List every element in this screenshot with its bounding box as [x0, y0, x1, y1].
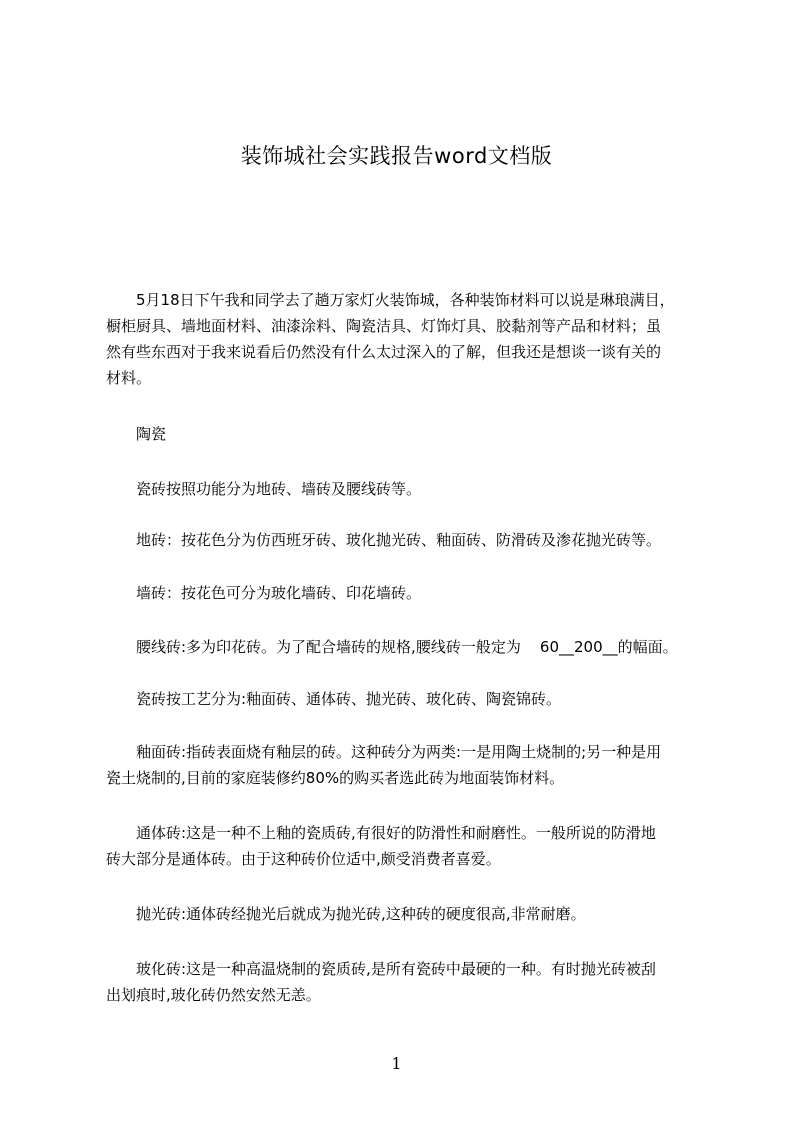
- paragraph-vitrified-tile: [106, 956, 696, 1008]
- paragraph-line: 出划痕时,玻化砖仍然安然无恙。: [106, 986, 321, 1004]
- paragraph-floor-tile: 地砖：按花色分为仿西班牙砖、玻化抛光砖、釉面砖、防滑砖及渗花抛光砖等。: [136, 531, 662, 549]
- paragraph-line: 玻化砖:这是一种高温烧制的瓷质砖,是所有瓷砖中最硬的一种。有时抛光砖被刮: [136, 960, 656, 978]
- document-title: 装饰城社会实践报告word文档版: [240, 144, 553, 168]
- intro-line: 5月18日下午我和同学去了趟万家灯火装饰城，各种装饰材料可以说是琳琅满目，: [136, 291, 675, 309]
- paragraph-function: 瓷砖按照功能分为地砖、墙砖及腰线砖等。: [136, 480, 422, 498]
- paragraph-waist-tile: 腰线砖:多为印花砖。为了配合墙砖的规格,腰线砖一般定为 60__200__的幅面。: [136, 638, 678, 656]
- section-heading: 陶瓷: [136, 425, 167, 443]
- paragraph-fullbody-tile: [106, 820, 696, 872]
- paragraph-polished-tile: 抛光砖:通体砖经抛光后就成为抛光砖,这种砖的硬度很高,非常耐磨。: [136, 905, 586, 923]
- paragraph-line: 砖大部分是通体砖。由于这种砖价位适中,颇受消费者喜爱。: [106, 850, 501, 868]
- page-number: 1: [391, 1054, 402, 1073]
- paragraph-glazed-tile: [106, 739, 696, 791]
- paragraph-wall-tile: 墙砖：按花色可分为玻化墙砖、印花墙砖。: [136, 584, 422, 602]
- paragraph-line: 瓷土烧制的,目前的家庭装修约80%的购买者选此砖为地面装饰材料。: [106, 769, 565, 787]
- intro-line: 然有些东西对于我来说看后仍然没有什么太过深入的了解，但我还是想谈一谈有关的: [106, 343, 662, 361]
- intro-line: 材料。: [106, 369, 152, 387]
- paragraph-line: 通体砖:这是一种不上釉的瓷质砖,有很好的防滑性和耐磨性。一般所说的防滑地: [136, 824, 656, 842]
- intro-line: 橱柜厨具、墙地面材料、油漆涂料、陶瓷洁具、灯饰灯具、胶黏剂等产品和材料；虽: [106, 317, 662, 335]
- intro-paragraph: [106, 287, 696, 391]
- paragraph-line: 釉面砖:指砖表面烧有釉层的砖。这种砖分为两类:一是用陶土烧制的;另一种是用: [136, 743, 662, 761]
- paragraph-craft: 瓷砖按工艺分为:釉面砖、通体砖、抛光砖、玻化砖、陶瓷锦砖。: [136, 690, 562, 708]
